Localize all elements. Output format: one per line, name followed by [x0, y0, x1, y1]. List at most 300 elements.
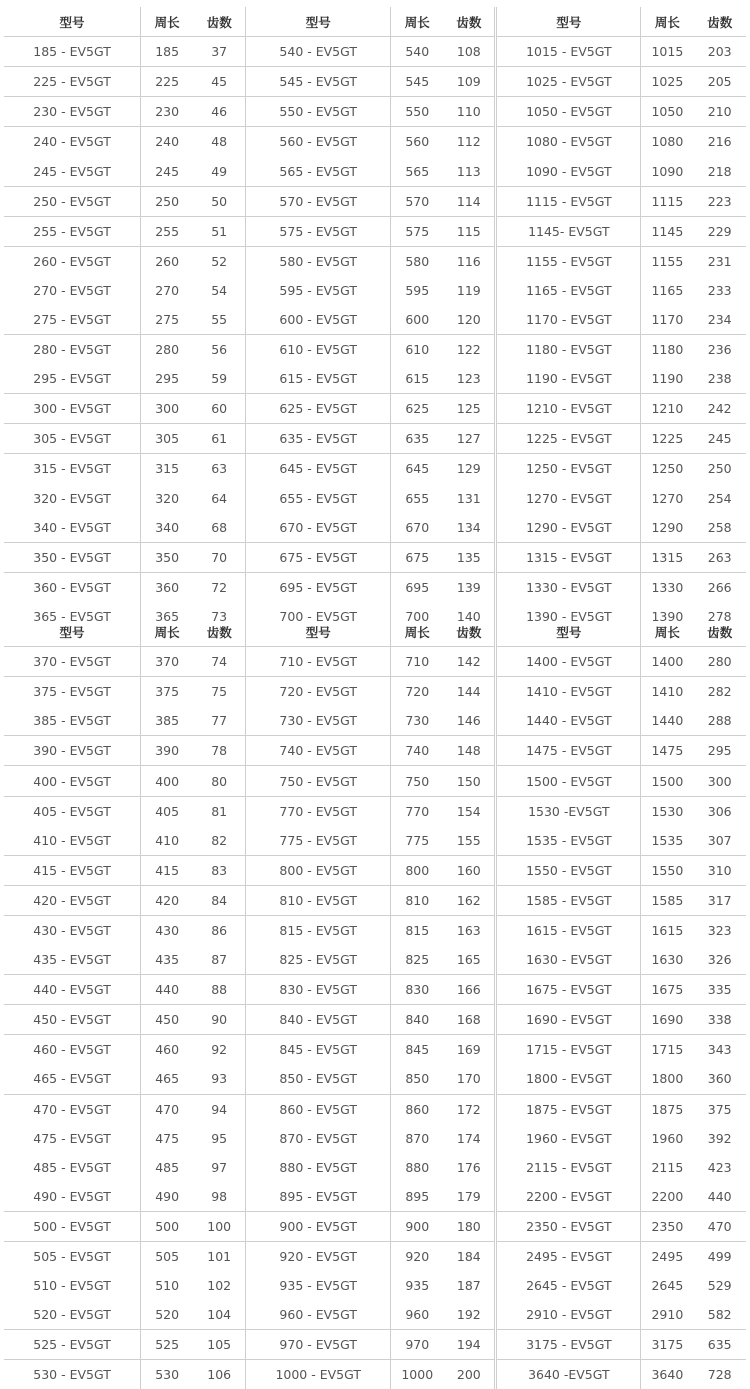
teeth-cell: 154 [443, 796, 496, 826]
teeth-cell: 94 [193, 1094, 246, 1124]
teeth-cell: 52 [193, 246, 246, 276]
teeth-cell: 142 [443, 647, 496, 677]
teeth-cell: 172 [443, 1094, 496, 1124]
circumference-cell: 1170 [641, 305, 694, 335]
circumference-cell: 505 [141, 1241, 194, 1271]
teeth-cell: 238 [707, 371, 732, 387]
teeth-cell: 114 [443, 186, 496, 216]
teeth-cell: 120 [456, 311, 481, 327]
circumference-cell: 935 [391, 1271, 444, 1300]
table-row [4, 364, 746, 394]
circumference-cell: 615 [391, 364, 444, 394]
model-cell: 850 - EV5GT [246, 1064, 391, 1094]
teeth-cell: 88 [193, 975, 246, 1005]
model-cell: 1180 - EV5GT [496, 335, 641, 365]
model-cell: 565 - EV5GT [246, 156, 391, 186]
circumference-cell: 570 [391, 186, 444, 216]
teeth-cell: 192 [456, 1307, 481, 1323]
teeth-cell: 105 [193, 1330, 246, 1360]
model-cell: 830 - EV5GT [246, 975, 391, 1005]
model-cell: 575 - EV5GT [246, 216, 391, 246]
model-cell: 645 - EV5GT [246, 454, 391, 484]
model-cell: 1290 - EV5GT [496, 513, 641, 543]
circumference-cell: 720 [391, 677, 444, 707]
circumference-cell: 1875 [641, 1094, 694, 1124]
teeth-cell: 68 [211, 519, 228, 535]
circumference-cell: 1400 [641, 647, 694, 677]
teeth-cell: 263 [693, 542, 746, 572]
table-row [4, 1330, 746, 1360]
circumference-cell: 1180 [641, 335, 694, 365]
table-row [4, 454, 746, 484]
teeth-cell: 326 [707, 952, 732, 968]
model-cell: 2350 - EV5GT [496, 1211, 641, 1241]
circumference-cell: 610 [391, 335, 444, 365]
circumference-cell: 840 [391, 1005, 444, 1035]
circumference-cell: 2645 [641, 1271, 694, 1300]
teeth-cell: 87 [211, 952, 228, 968]
circumference-cell: 960 [391, 1300, 444, 1330]
teeth-cell: 134 [456, 519, 481, 535]
circumference-cell: 530 [141, 1360, 194, 1389]
model-cell: 270 - EV5GT [33, 282, 111, 298]
teeth-cell: 102 [207, 1278, 232, 1294]
teeth-cell: 200 [443, 1360, 496, 1389]
table-row [4, 127, 746, 157]
table-row [4, 394, 746, 424]
circumference-cell: 810 [391, 885, 444, 915]
model-cell: 810 - EV5GT [246, 885, 391, 915]
table-row [4, 246, 746, 276]
model-cell: 1000 - EV5GT [246, 1360, 391, 1389]
model-cell: 1875 - EV5GT [496, 1094, 641, 1124]
teeth-cell: 116 [443, 246, 496, 276]
circumference-cell: 400 [141, 766, 194, 796]
teeth-cell: 179 [456, 1188, 481, 1204]
model-cell: 895 - EV5GT [246, 1182, 391, 1212]
model-cell: 870 - EV5GT [246, 1124, 391, 1153]
model-cell: 560 - EV5GT [246, 127, 391, 157]
model-cell: 670 - EV5GT [246, 513, 391, 543]
teeth-cell: 635 [693, 1330, 746, 1360]
circumference-cell: 185 [141, 37, 194, 67]
teeth-cell: 140 [456, 608, 481, 624]
model-cell: 545 - EV5GT [246, 67, 391, 97]
table-row [4, 1124, 746, 1153]
circumference-cell: 1145 [641, 216, 694, 246]
model-cell: 500 - EV5GT [4, 1211, 141, 1241]
teeth-cell: 194 [443, 1330, 496, 1360]
teeth-cell: 95 [211, 1130, 228, 1146]
teeth-cell: 229 [693, 216, 746, 246]
circumference-cell: 230 [141, 97, 194, 127]
circumference-cell: 900 [391, 1211, 444, 1241]
teeth-cell: 184 [443, 1241, 496, 1271]
teeth-cell: 375 [693, 1094, 746, 1124]
teeth-cell: 216 [693, 127, 746, 157]
teeth-cell: 109 [443, 67, 496, 97]
header-model: 型号 [59, 624, 85, 640]
table-row [4, 37, 746, 67]
circumference-cell: 1630 [641, 945, 694, 975]
model-cell: 2645 - EV5GT [496, 1271, 641, 1300]
model-cell: 300 - EV5GT [4, 394, 141, 424]
circumference-cell: 625 [391, 394, 444, 424]
circumference-cell: 730 [391, 706, 444, 736]
table-row [4, 1035, 746, 1065]
teeth-cell: 75 [193, 677, 246, 707]
teeth-cell: 83 [193, 855, 246, 885]
circumference-cell: 1500 [641, 766, 694, 796]
teeth-cell: 168 [443, 1005, 496, 1035]
model-cell: 240 - EV5GT [4, 127, 141, 157]
teeth-cell: 360 [707, 1071, 732, 1087]
teeth-cell: 108 [443, 37, 496, 67]
model-cell: 1475 - EV5GT [496, 736, 641, 766]
circumference-cell: 830 [391, 975, 444, 1005]
circumference-cell: 575 [391, 216, 444, 246]
model-cell: 1210 - EV5GT [496, 394, 641, 424]
teeth-cell: 73 [211, 608, 228, 624]
teeth-cell: 72 [193, 572, 246, 602]
teeth-cell: 77 [211, 713, 228, 729]
circumference-cell: 250 [141, 186, 194, 216]
model-cell: 540 - EV5GT [246, 37, 391, 67]
model-cell: 430 - EV5GT [4, 915, 141, 945]
model-cell: 450 - EV5GT [4, 1005, 141, 1035]
circumference-cell: 1960 [641, 1124, 694, 1153]
table-row [4, 915, 746, 945]
model-cell: 295 - EV5GT [33, 371, 111, 387]
teeth-cell: 135 [443, 542, 496, 572]
model-cell: 750 - EV5GT [246, 766, 391, 796]
teeth-cell: 250 [693, 454, 746, 484]
circumference-cell: 845 [391, 1035, 444, 1065]
circumference-cell: 1290 [641, 513, 694, 543]
model-cell: 600 - EV5GT [246, 305, 391, 335]
teeth-cell: 49 [211, 163, 228, 179]
header-teeth: 齿数 [456, 14, 482, 30]
model-cell: 1715 - EV5GT [496, 1035, 641, 1065]
circumference-cell: 1690 [641, 1005, 694, 1035]
circumference-cell: 970 [391, 1330, 444, 1360]
header-model: 型号 [496, 7, 641, 37]
model-cell: 2495 - EV5GT [496, 1241, 641, 1271]
model-cell: 615 - EV5GT [246, 364, 391, 394]
table-row [4, 975, 746, 1005]
teeth-cell: 160 [443, 855, 496, 885]
model-cell: 1390 - EV5GT [496, 602, 641, 631]
model-cell: 1960 - EV5GT [496, 1124, 641, 1153]
model-cell: 390 - EV5GT [4, 736, 141, 766]
circumference-cell: 770 [391, 796, 444, 826]
model-cell: 700 - EV5GT [246, 602, 391, 631]
circumference-cell: 525 [141, 1330, 194, 1360]
circumference-cell: 595 [391, 276, 444, 305]
teeth-cell: 81 [193, 796, 246, 826]
teeth-cell: 115 [443, 216, 496, 246]
table-row [4, 156, 746, 186]
model-cell: 475 - EV5GT [33, 1130, 111, 1146]
header-row [4, 617, 746, 647]
header-model: 型号 [246, 617, 391, 647]
circumference-cell: 1155 [641, 246, 694, 276]
model-cell: 900 - EV5GT [246, 1211, 391, 1241]
table-row [4, 424, 746, 454]
circumference-cell: 3175 [641, 1330, 694, 1360]
header-circumference: 周长 [641, 7, 694, 37]
header-row [4, 7, 746, 37]
model-cell: 860 - EV5GT [246, 1094, 391, 1124]
circumference-cell: 2350 [641, 1211, 694, 1241]
teeth-cell: 45 [193, 67, 246, 97]
circumference-cell: 520 [141, 1300, 194, 1330]
circumference-cell: 1800 [641, 1064, 694, 1094]
circumference-cell: 1530 [641, 796, 694, 826]
teeth-cell: 295 [693, 736, 746, 766]
teeth-cell: 440 [707, 1188, 732, 1204]
circumference-cell: 580 [391, 246, 444, 276]
teeth-cell: 300 [693, 766, 746, 796]
table-row [4, 1241, 746, 1271]
teeth-cell: 92 [193, 1035, 246, 1065]
model-cell: 1170 - EV5GT [496, 305, 641, 335]
teeth-cell: 234 [707, 311, 732, 327]
circumference-cell: 280 [141, 335, 194, 365]
circumference-cell: 1330 [641, 572, 694, 602]
teeth-cell: 97 [211, 1159, 228, 1175]
teeth-cell: 60 [193, 394, 246, 424]
teeth-cell: 127 [443, 424, 496, 454]
model-cell: 280 - EV5GT [4, 335, 141, 365]
circumference-cell: 1715 [641, 1035, 694, 1065]
table-row [4, 647, 746, 677]
circumference-cell: 2910 [641, 1300, 694, 1330]
teeth-cell: 335 [693, 975, 746, 1005]
circumference-cell: 1090 [641, 156, 694, 186]
circumference-cell: 540 [391, 37, 444, 67]
circumference-cell: 2495 [641, 1241, 694, 1271]
circumference-cell: 370 [141, 647, 194, 677]
teeth-cell: 233 [707, 282, 732, 298]
teeth-cell: 288 [707, 713, 732, 729]
circumference-cell: 225 [141, 67, 194, 97]
model-cell: 305 - EV5GT [4, 424, 141, 454]
circumference-cell: 860 [391, 1094, 444, 1124]
teeth-cell: 392 [707, 1130, 732, 1146]
model-cell: 385 - EV5GT [33, 713, 111, 729]
circumference-cell: 420 [141, 885, 194, 915]
circumference-cell: 360 [141, 572, 194, 602]
model-cell: 3175 - EV5GT [496, 1330, 641, 1360]
model-cell: 340 - EV5GT [33, 519, 111, 535]
teeth-cell: 343 [693, 1035, 746, 1065]
teeth-cell: 242 [693, 394, 746, 424]
table-row [4, 1211, 746, 1241]
teeth-cell: 338 [693, 1005, 746, 1035]
model-cell: 935 - EV5GT [246, 1271, 391, 1300]
teeth-cell: 54 [211, 282, 228, 298]
teeth-cell: 101 [193, 1241, 246, 1271]
circumference-cell: 750 [391, 766, 444, 796]
circumference-cell: 435 [141, 945, 194, 975]
circumference-cell: 825 [391, 945, 444, 975]
circumference-cell: 475 [141, 1124, 194, 1153]
teeth-cell: 48 [193, 127, 246, 157]
table-row [4, 1360, 746, 1389]
model-cell: 825 - EV5GT [246, 945, 391, 975]
teeth-cell: 254 [707, 490, 732, 506]
circumference-cell: 490 [141, 1182, 194, 1212]
model-cell: 470 - EV5GT [4, 1094, 141, 1124]
header-model: 型号 [59, 14, 85, 30]
model-cell: 1530 -EV5GT [496, 796, 641, 826]
table-row [4, 736, 746, 766]
model-cell: 1690 - EV5GT [496, 1005, 641, 1035]
table-row [4, 1094, 746, 1124]
header-circumference: 周长 [391, 7, 444, 37]
circumference-cell: 1115 [641, 186, 694, 216]
model-cell: 415 - EV5GT [4, 855, 141, 885]
table-row [4, 335, 746, 365]
circumference-cell: 1315 [641, 542, 694, 572]
circumference-cell: 260 [141, 246, 194, 276]
circumference-cell: 1025 [641, 67, 694, 97]
header-circumference: 周长 [141, 617, 194, 647]
circumference-cell: 350 [141, 542, 194, 572]
model-cell: 1165 - EV5GT [496, 276, 641, 305]
circumference-cell: 815 [391, 915, 444, 945]
model-cell: 710 - EV5GT [246, 647, 391, 677]
model-cell: 375 - EV5GT [4, 677, 141, 707]
circumference-cell: 1550 [641, 855, 694, 885]
teeth-cell: 210 [693, 97, 746, 127]
table-row [4, 1005, 746, 1035]
circumference-cell: 1000 [391, 1360, 444, 1389]
teeth-cell: 74 [193, 647, 246, 677]
model-cell: 815 - EV5GT [246, 915, 391, 945]
circumference-cell: 880 [391, 1153, 444, 1182]
teeth-cell: 110 [443, 97, 496, 127]
circumference-cell: 385 [141, 706, 194, 736]
model-cell: 920 - EV5GT [246, 1241, 391, 1271]
teeth-cell: 90 [193, 1005, 246, 1035]
model-cell: 570 - EV5GT [246, 186, 391, 216]
circumference-cell: 270 [141, 276, 194, 305]
teeth-cell: 37 [193, 37, 246, 67]
teeth-cell: 317 [693, 885, 746, 915]
table-row [4, 97, 746, 127]
model-cell: 435 - EV5GT [33, 952, 111, 968]
teeth-cell: 139 [443, 572, 496, 602]
model-cell: 1535 - EV5GT [496, 826, 641, 856]
model-cell: 595 - EV5GT [246, 276, 391, 305]
circumference-cell: 895 [391, 1182, 444, 1212]
model-cell: 1155 - EV5GT [496, 246, 641, 276]
circumference-cell: 565 [391, 156, 444, 186]
circumference-cell: 675 [391, 542, 444, 572]
teeth-cell: 245 [693, 424, 746, 454]
circumference-cell: 1225 [641, 424, 694, 454]
header-teeth: 齿数 [707, 14, 733, 30]
model-cell: 695 - EV5GT [246, 572, 391, 602]
teeth-cell: 176 [456, 1159, 481, 1175]
circumference-cell: 1015 [641, 37, 694, 67]
teeth-cell: 144 [443, 677, 496, 707]
model-cell: 245 - EV5GT [33, 163, 111, 179]
circumference-cell: 2200 [641, 1182, 694, 1212]
header-circumference: 周长 [141, 7, 194, 37]
belt-spec-table-bottom [4, 617, 746, 1389]
model-cell: 510 - EV5GT [33, 1278, 111, 1294]
model-cell: 1025 - EV5GT [496, 67, 641, 97]
teeth-cell: 84 [193, 885, 246, 915]
model-cell: 485 - EV5GT [33, 1159, 111, 1175]
circumference-cell: 340 [141, 513, 194, 543]
teeth-cell: 187 [456, 1278, 481, 1294]
teeth-cell: 100 [193, 1211, 246, 1241]
teeth-cell: 146 [456, 713, 481, 729]
circumference-cell: 850 [391, 1064, 444, 1094]
circumference-cell: 740 [391, 736, 444, 766]
teeth-cell: 56 [193, 335, 246, 365]
circumference-cell: 410 [141, 826, 194, 856]
teeth-cell: 150 [443, 766, 496, 796]
model-cell: 1145- EV5GT [496, 216, 641, 246]
circumference-cell: 870 [391, 1124, 444, 1153]
teeth-cell: 582 [707, 1307, 732, 1323]
circumference-cell: 775 [391, 826, 444, 856]
circumference-cell: 245 [141, 156, 194, 186]
teeth-cell: 728 [693, 1360, 746, 1389]
circumference-cell: 365 [141, 602, 194, 631]
table-row [4, 542, 746, 572]
teeth-cell: 280 [693, 647, 746, 677]
model-cell: 610 - EV5GT [246, 335, 391, 365]
circumference-cell: 415 [141, 855, 194, 885]
teeth-cell: 59 [211, 371, 228, 387]
circumference-cell: 1675 [641, 975, 694, 1005]
teeth-cell: 104 [207, 1307, 232, 1323]
circumference-cell: 390 [141, 736, 194, 766]
model-cell: 1615 - EV5GT [496, 915, 641, 945]
circumference-cell: 700 [391, 602, 444, 631]
model-cell: 675 - EV5GT [246, 542, 391, 572]
model-cell: 365 - EV5GT [33, 608, 111, 624]
teeth-cell: 266 [693, 572, 746, 602]
teeth-cell: 46 [193, 97, 246, 127]
teeth-cell: 223 [693, 186, 746, 216]
teeth-cell: 129 [443, 454, 496, 484]
circumference-cell: 1390 [641, 602, 694, 631]
circumference-cell: 1250 [641, 454, 694, 484]
table-row [4, 677, 746, 707]
circumference-cell: 470 [141, 1094, 194, 1124]
model-cell: 960 - EV5GT [246, 1300, 391, 1330]
circumference-cell: 485 [141, 1153, 194, 1182]
table-row [4, 1064, 746, 1094]
circumference-cell: 1585 [641, 885, 694, 915]
teeth-cell: 122 [443, 335, 496, 365]
circumference-cell: 645 [391, 454, 444, 484]
model-cell: 1630 - EV5GT [496, 945, 641, 975]
table-row [4, 67, 746, 97]
circumference-cell: 1080 [641, 127, 694, 157]
circumference-cell: 430 [141, 915, 194, 945]
model-cell: 440 - EV5GT [4, 975, 141, 1005]
teeth-cell: 106 [193, 1360, 246, 1389]
table-row [4, 513, 746, 543]
